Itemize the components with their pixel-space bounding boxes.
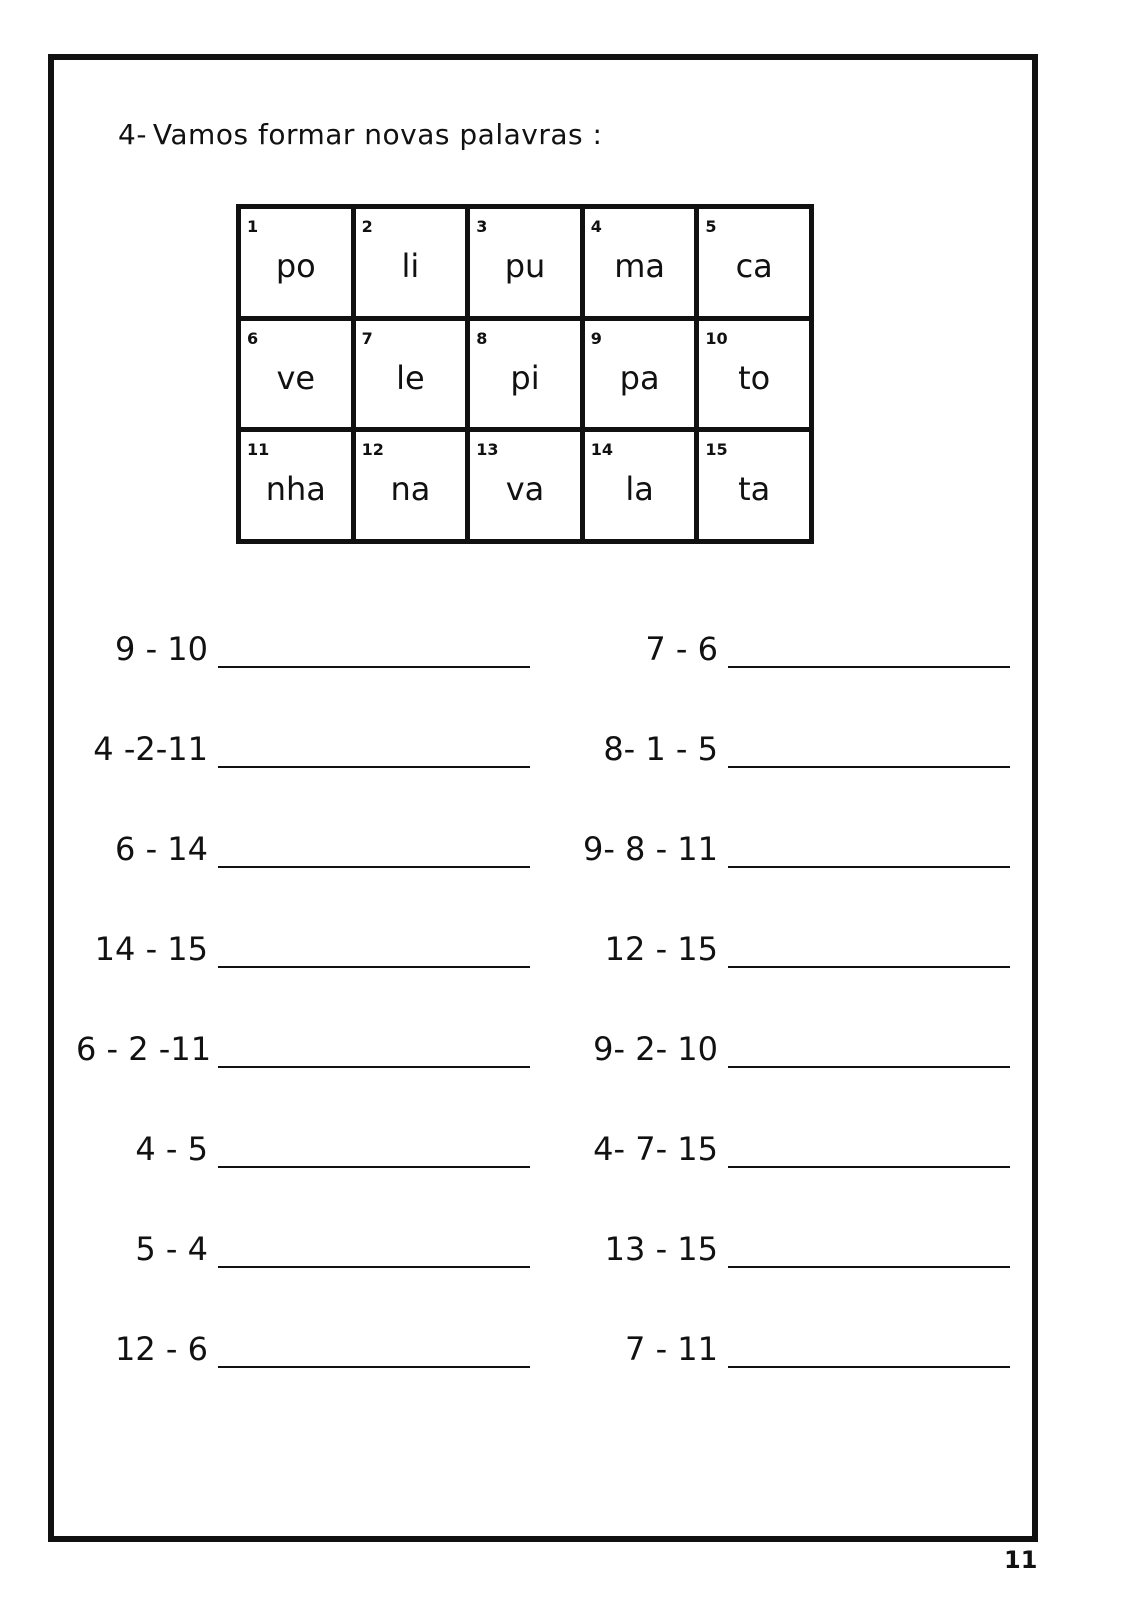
cell-syllable: pu: [504, 247, 546, 285]
exercise-row: [572, 1020, 1042, 1120]
syllable-code: 6 - 14: [115, 830, 208, 868]
cell-syllable: nha: [265, 470, 326, 509]
answer-line[interactable]: [728, 866, 1010, 868]
cell-number: 7: [361, 328, 373, 348]
exercise-row: [76, 920, 546, 1020]
cell-number: 1: [247, 217, 259, 236]
cell-syllable: ve: [276, 358, 316, 397]
answer-line[interactable]: [218, 1366, 530, 1368]
cell-syllable: na: [390, 470, 431, 509]
syllable-grid: [236, 204, 814, 544]
syllable-cell: [241, 321, 351, 428]
cell-syllable: po: [275, 247, 316, 285]
syllable-cell: [470, 209, 580, 316]
cell-number: 9: [590, 328, 602, 348]
cell-number: 3: [476, 217, 488, 236]
syllable-code: 5 - 4: [135, 1230, 208, 1268]
syllable-cell: [241, 209, 351, 316]
exercise-row: [572, 620, 1042, 720]
answer-line[interactable]: [218, 1066, 530, 1068]
answer-line[interactable]: [728, 1066, 1010, 1068]
cell-number: 10: [705, 328, 728, 348]
cell-number: 13: [476, 440, 499, 460]
cell-number: 5: [705, 217, 717, 236]
syllable-code: 6 - 2 -11: [76, 1030, 212, 1068]
cell-syllable: le: [396, 358, 425, 397]
answer-line[interactable]: [218, 866, 530, 868]
exercise-list-left: [76, 620, 546, 1420]
syllable-code: 13 - 15: [604, 1230, 718, 1268]
cell-syllable: pa: [619, 358, 660, 397]
exercise-list-right: [572, 620, 1042, 1420]
syllable-code: 14 - 15: [94, 930, 208, 968]
syllable-cell: [585, 432, 695, 539]
answer-line[interactable]: [218, 966, 530, 968]
answer-line[interactable]: [728, 666, 1010, 668]
exercise-heading: [118, 118, 602, 151]
cell-syllable: va: [505, 470, 545, 509]
exercise-row: [76, 1120, 546, 1220]
syllable-cell: [470, 432, 580, 539]
cell-number: 2: [361, 217, 373, 236]
syllable-code: 4- 7- 15: [593, 1130, 718, 1168]
cell-number: 8: [476, 328, 488, 348]
syllable-cell: [470, 321, 580, 428]
syllable-cell: [699, 209, 809, 316]
syllable-code: 8- 1 - 5: [603, 730, 718, 768]
cell-syllable: ta: [738, 470, 771, 509]
cell-syllable: to: [738, 358, 771, 397]
answer-line[interactable]: [728, 766, 1010, 768]
exercise-row: [76, 620, 546, 720]
exercise-row: [572, 1320, 1042, 1420]
answer-line[interactable]: [218, 766, 530, 768]
answer-line[interactable]: [218, 1266, 530, 1268]
syllable-cell: [585, 321, 695, 428]
answer-line[interactable]: [728, 1166, 1010, 1168]
syllable-code: 9- 2- 10: [593, 1030, 718, 1068]
exercise-row: [572, 820, 1042, 920]
exercise-row: [76, 1320, 546, 1420]
syllable-cell: [585, 209, 695, 316]
cell-syllable: pi: [510, 358, 540, 397]
syllable-cell: [699, 321, 809, 428]
exercise-row: [76, 720, 546, 820]
cell-number: 4: [590, 217, 602, 236]
syllable-cell: [241, 432, 351, 539]
answer-line[interactable]: [218, 1166, 530, 1168]
syllable-code: 12 - 6: [115, 1330, 208, 1368]
exercise-row: [572, 720, 1042, 820]
cell-syllable: li: [401, 247, 420, 285]
syllable-cell: [356, 209, 466, 316]
syllable-code: 9 - 10: [115, 630, 208, 668]
exercise-row: [76, 1220, 546, 1320]
answer-line[interactable]: [728, 1266, 1010, 1268]
syllable-code: 9- 8 - 11: [582, 830, 718, 868]
exercise-instruction: Vamos formar novas palavras :: [152, 118, 603, 151]
syllable-code: 7 - 11: [625, 1330, 718, 1368]
syllable-cell: [356, 432, 466, 539]
cell-syllable: la: [625, 470, 654, 509]
syllable-code: 4 -2-11: [93, 730, 208, 768]
cell-number: 12: [361, 440, 384, 460]
exercise-number: 4-: [118, 118, 147, 151]
exercise-row: [572, 1120, 1042, 1220]
syllable-code: 4 - 5: [135, 1130, 208, 1168]
syllable-code: 7 - 6: [645, 630, 718, 668]
cell-number: 14: [590, 440, 614, 460]
cell-syllable: ma: [614, 247, 665, 285]
answer-line[interactable]: [728, 1366, 1010, 1368]
cell-number: 6: [247, 328, 259, 348]
cell-number: 11: [247, 440, 270, 460]
syllable-code: 12 - 15: [604, 930, 718, 968]
cell-syllable: ca: [735, 247, 773, 285]
exercise-row: [76, 820, 546, 920]
answer-line[interactable]: [218, 666, 530, 668]
syllable-cell: [356, 321, 466, 428]
cell-number: 15: [705, 440, 728, 460]
exercise-row: [572, 1220, 1042, 1320]
answer-line[interactable]: [728, 966, 1010, 968]
exercise-row: [76, 1020, 546, 1120]
exercise-row: [572, 920, 1042, 1020]
page-number: 11: [1004, 1546, 1038, 1574]
syllable-cell: [699, 432, 809, 539]
